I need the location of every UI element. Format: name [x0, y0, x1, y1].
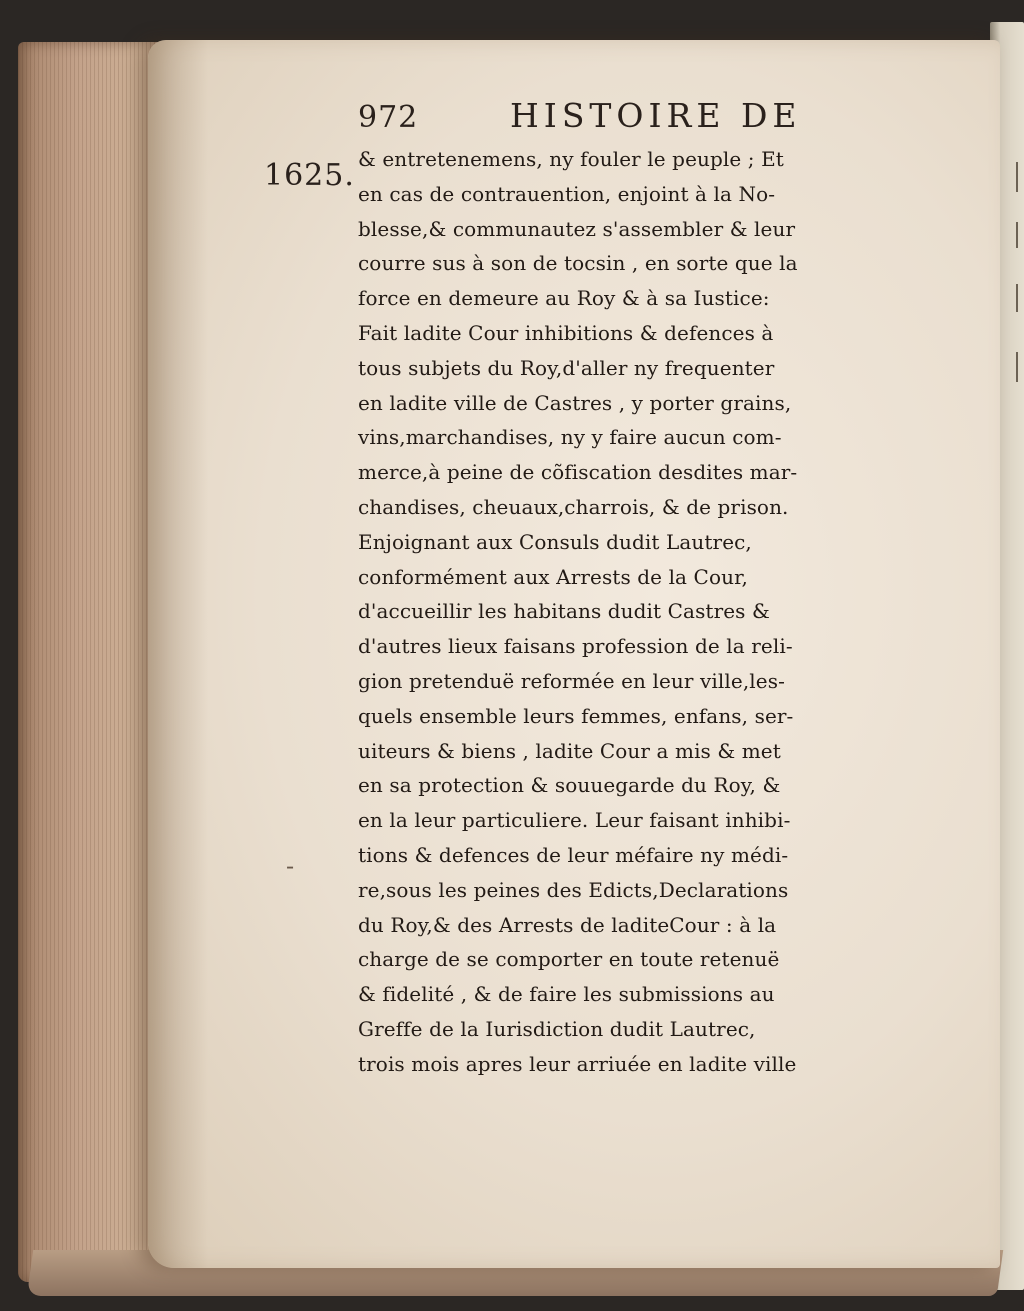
- adjacent-page-mark: [1016, 162, 1018, 192]
- text-line: d'autres lieux faisans profession de la reli-: [358, 634, 793, 659]
- text-line: Enjoignant aux Consuls dudit Lautrec,: [358, 529, 752, 554]
- text-line: en la leur particuliere. Leur faisant inhibi-: [358, 808, 791, 833]
- text-line: charge de se comporter en toute retenuë: [358, 947, 780, 972]
- text-line: merce,à peine de cõfiscation desdites mar-: [358, 460, 798, 485]
- text-line: blesse,& communautez s'assembler & leur: [358, 216, 796, 241]
- running-title: HISTOIRE DE: [510, 96, 802, 135]
- text-line: & fidelité , & de faire les submissions au: [358, 982, 775, 1007]
- text-line: & entretenemens, ny fouler le peuple ; Et: [358, 147, 784, 171]
- text-line: conformément aux Arrests de la Cour,: [358, 564, 748, 589]
- text-line: vins,marchandises, ny y faire aucun com-: [358, 425, 782, 450]
- text-line: du Roy,& des Arrests de laditeCour : à la: [358, 912, 777, 937]
- text-line: en cas de contrauention, enjoint à la No-: [358, 181, 776, 206]
- text-line: quels ensemble leurs femmes, enfans, ser-: [358, 703, 794, 728]
- adjacent-page-mark: [1016, 352, 1018, 382]
- text-line: force en demeure au Roy & à sa Iustice:: [358, 286, 770, 311]
- page-header: [358, 96, 958, 136]
- text-line: uiteurs & biens , ladite Cour a mis & met: [358, 738, 781, 763]
- text-line: Fait ladite Cour inhibitions & defences à: [358, 320, 774, 345]
- adjacent-page-mark: [1016, 284, 1018, 312]
- margin-mark: -: [286, 852, 295, 880]
- text-line: en ladite ville de Castres , y porter grains,: [358, 390, 792, 415]
- text-line: gion pretenduë reformée en leur ville,les-: [358, 668, 785, 693]
- text-line: d'accueillir les habitans dudit Castres &: [358, 599, 770, 624]
- text-line: courre sus à son de tocsin , en sorte que la: [358, 251, 798, 276]
- adjacent-page-mark: [1016, 222, 1018, 248]
- page-number: 972: [358, 100, 419, 135]
- text-line: re,sous les peines des Edicts,Declarations: [358, 877, 789, 902]
- margin-year-note: 1625.: [264, 158, 355, 193]
- text-line: Greffe de la Iurisdiction dudit Lautrec,: [358, 1016, 756, 1041]
- text-line: en sa protection & souuegarde du Roy, &: [358, 773, 781, 798]
- text-line: tous subjets du Roy,d'aller ny frequenter: [358, 355, 775, 380]
- text-line: chandises, cheuaux,charrois, & de prison.: [358, 494, 789, 519]
- text-line: tions & defences de leur méfaire ny médi-: [358, 842, 789, 867]
- body-text-block: [358, 142, 958, 1082]
- text-line: trois mois apres leur arriuée en ladite ville: [358, 1051, 797, 1076]
